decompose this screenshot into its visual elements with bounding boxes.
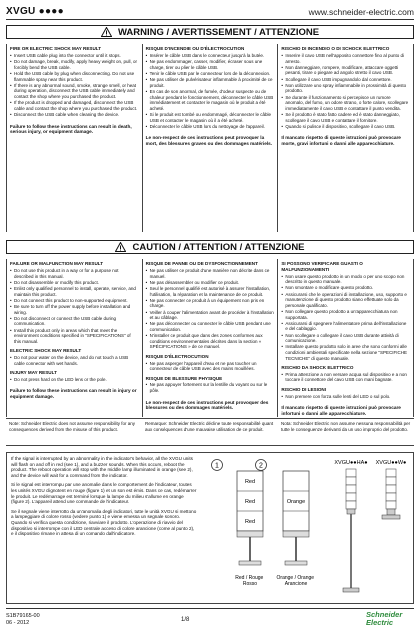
document-info <box>6 613 40 627</box>
caption-orange-line2: Arancione <box>284 581 308 587</box>
warning-triangle-icon <box>101 27 112 37</box>
caption-red-line2: Rosso <box>242 581 258 587</box>
list-item: • Ne pas appuyer fortement sur la lentille du voyant ou sur le pôle. <box>146 382 275 393</box>
list-item: • Ne pas connecter ce produit à un équipement non pris en charge. <box>146 298 275 309</box>
list-item: • Be sure to turn off the power supply before installation and wiring. <box>10 304 139 315</box>
caption-red <box>235 575 264 587</box>
list-item: • Ne pas utiliser de pulvérisateur inflammable à proximité de ce produit. <box>146 77 275 88</box>
signal-tower-diagram <box>201 453 413 603</box>
list-item: • Non utilizzare uno spray infiammabile in prossimità di questo prodotto. <box>281 83 410 94</box>
page-header <box>6 4 414 20</box>
list-item: • En cas de son anormal, de fumée, d'odeur suspecte ou de chaleur pendant le fonctionnement, déconnecter le câble USB immédiatement et contacter le magasin où le produit a été acheté. <box>146 89 275 111</box>
caution-it-heading: SI POSSONO VERIFICARE GUASTI O MALFUNZIONAMENTI <box>281 261 363 272</box>
schneider-logo <box>366 611 414 627</box>
figure-text-fr: Si le signal est interrompu par une anomalie dans le comportement de l'indicateur, toutes les unités XVGU clignotent en rouge (figure 1) et un son est émis. Dans ce cas, redémarrer le produit. Le redémarrage est terminé lorsque la lampe du milieu s'allume en orange (figure 2). L'appareil attend une commande de l'indicateur. <box>11 482 197 505</box>
figure-text <box>7 453 201 603</box>
caution-en-heading: FAILURE OR MALFUNCTION MAY RESULT <box>10 261 104 266</box>
product-a-tower <box>343 469 359 592</box>
list-item: • N'installer ce produit que dans des zones conformes aux conditions environnementales décrites dans la section « SPÉCIFICATIONS » de ce manuel. <box>146 333 275 350</box>
caution-fr-heading3: RISQUE DE BLESSURE PHYSIQUE <box>145 375 223 381</box>
list-item: • Scollegare il cavo USB impugnandolo dal connettore. <box>281 77 410 83</box>
warning-col-en <box>7 44 143 232</box>
caution-fr-footer: Le non-respect de ces instructions peut provoquer des blessures ou des dommages matériels. <box>145 399 269 411</box>
caution-it-heading3: RISCHIO DI LESIONI <box>281 386 327 392</box>
list-item: • Non usare questo prodotto in un modo o per uno scopo non descritto in questo manuale. <box>281 274 410 285</box>
caution-col-it <box>278 259 414 417</box>
page-number: 1/8 <box>181 617 190 623</box>
list-item: • Do not damage, break, modify, apply heavy weight on, pull, or forcibly bend the USB cable. <box>10 59 139 70</box>
list-item: • Veiller à couper l'alimentation avant de procéder à l'installation et au câblage. <box>146 310 275 321</box>
warning-title: WARNING / AVERTISSEMENT / ATTENZIONE <box>117 26 320 38</box>
warning-it-footer: Il mancato rispetto di queste istruzioni può provocare morte, gravi infortuni o danni alle apparecchiature. <box>281 135 401 146</box>
list-item: • Non danneggiare, rompere, modificare, attaccare oggetti pesanti, tirare o piegare ad angolo stretto il cavo USB. <box>281 65 410 76</box>
caution-col-fr <box>143 259 279 417</box>
number-2: 2 <box>259 462 263 470</box>
note-en: Note: Schneider Electric does not assume responsibility for any consequences derived from the misuse of this product. <box>9 421 136 432</box>
document-number: S1B79165-00 <box>6 613 40 619</box>
list-item: • Do not pour water on the device, and do not touch a USB cable connector with wet hands. <box>10 355 139 366</box>
list-item: • Ne pas asperger l'appareil d'eau et ne pas toucher un connecteur de câble USB avec des mains mouillées. <box>146 361 275 372</box>
list-item: • Ne pas désassembler ou modifier ce produit. <box>146 280 275 286</box>
model-title: XVGU ●●●● <box>6 6 64 17</box>
model-a-label: XVGU●●HA● <box>334 460 368 466</box>
figure-drawing <box>201 453 413 603</box>
tower-1 <box>237 471 263 565</box>
tower1-red-label-1: Red <box>244 479 256 485</box>
caption-red-line1: Red / Rouge <box>235 575 264 581</box>
list-item: • Assicurarsi di spegnere l'alimentatore prima dell'installazione e del cablaggio. <box>281 321 410 332</box>
warning-col-it <box>278 44 414 232</box>
tower1-red-label-3: Red <box>244 519 256 525</box>
warning-columns <box>6 44 414 232</box>
warning-banner <box>6 25 414 39</box>
list-item: • Tenir le câble USB par le connecteur lors de la déconnexion. <box>146 71 275 77</box>
list-item: • Non collegare questo prodotto a un'apparecchiatura non supportata. <box>281 309 410 320</box>
list-item: • Ne pas endommager, casser, modifier, écraser sous une charge, tirer ou plier le câble USB. <box>146 59 275 70</box>
warning-col-fr <box>143 44 279 232</box>
tower2-orange-label: Orange <box>286 499 306 505</box>
list-item: • Se durante il funzionamento si percepisce un rumore anomalo, del fumo, un odore strano, o forte calore, scollegare immediatamente il cavo USB e contattare il punto vendita. <box>281 95 410 112</box>
notes-row <box>6 418 414 446</box>
tower-2 <box>283 471 309 565</box>
warning-fr-footer: Le non-respect de ces instructions peut provoquer la mort, des blessures graves ou des dommages matériels. <box>145 135 273 146</box>
list-item: • Se il prodotto è stato fatto cadere ed è stato danneggiato, scollegare il cavo USB e contattare il fornitore. <box>281 112 410 123</box>
caution-it-footer: Il mancato rispetto di queste istruzioni può provocare infortuni o danni alle apparecchiature. <box>281 405 401 416</box>
number-1: 1 <box>215 462 219 470</box>
page-footer <box>6 608 414 636</box>
caption-orange <box>277 575 316 587</box>
figure-text-it: Se il segnale viene interrotto da un'anomalia degli indicatori, tutte le unità XVGU si mettono a lampeggiare di colore rosso (vedere punto 1) e viene emessa un segnale sonoro. Quando si verifica questa condizione, riavviare il prodotto. L'operazione di riavvio del dispositivo si interrompe con il LED centrale acceso di colore arancione (come al punto 2), e il dispositivo rimane in attesa di un comando dall'indicatore. <box>11 508 197 537</box>
list-item: • Assicurarsi che le operazioni di installazione, uso, supporto e manutenzione di questo prodotto siano effettuate solo da personale qualificato. <box>281 292 410 309</box>
caution-en-footer: Failure to follow these instructions can result in injury or equipment damage. <box>10 388 137 399</box>
list-item: • Déconnecter le câble USB lors du nettoyage de l'appareil. <box>146 124 275 130</box>
list-item: • Quando si pulisce il dispositivo, scollegare il cavo USB. <box>281 124 410 130</box>
note-fr: Remarque: Schneider Electric décline toute responsabilité quant aux conséquences d'une mauvaise utilisation de ce produit. <box>145 421 274 432</box>
caution-banner <box>6 240 414 254</box>
list-item: • If there is any abnormal sound, smoke, strange smell, or heat during operation, disconnect the USB cable immediately and contact the shop where you purchased the product. <box>10 83 139 100</box>
list-item: • Hold the USB cable by plug when disconnecting. Do not use flammable spray near this product. <box>10 71 139 82</box>
model-b-label: XVGU●●W● <box>375 460 407 466</box>
caution-columns <box>6 259 414 417</box>
figure-text-en: If the signal is interrupted by an abnormality in the indicator's behavior, all the XVGU units will flash on and off in red (see 1), and a buzzer sounds. When this occurs, reboot the product. The reboot operation will stop with the middle lamp illuminated in orange (see 2), and the device will wait for a command from the indicator. <box>11 456 193 478</box>
list-item: • Do not press hard on the LED lens or the pole. <box>10 377 139 383</box>
logo-line-2: Electric <box>366 618 394 627</box>
figure-section <box>6 452 414 604</box>
list-item: • Do not disconnect or connect the USB cable during communication. <box>10 316 139 327</box>
list-item: • Do not connect this product to non-supported equipment. <box>10 298 139 304</box>
list-item: • Non premere con forza sulle lenti del LED o sul polo. <box>281 394 410 400</box>
warning-it-heading: RISCHIO DI INCENDIO O DI SCHOCK ELETTRICO <box>281 46 390 51</box>
list-item: • Si le produit est tombé ou endommagé, déconnecter le câble USB et contacter le magasin où il a été acheté. <box>146 112 275 123</box>
warning-en-heading: FIRE OR ELECTRIC SHOCK MAY RESULT <box>10 46 102 51</box>
note-it: Nota: Schneider Electric non assume nessuna responsabilità per tutte le conseguenze derivanti da un uso improprio del prodotto. <box>281 421 411 432</box>
list-item: • Do not use this product in a way or for a purpose not described in this manual. <box>10 268 139 279</box>
website-url[interactable]: www.schneider-electric.com <box>308 6 414 17</box>
caution-fr-heading2: RISQUE D'ÉLECTROCUTION <box>145 353 209 359</box>
list-item: • Prima attenzione a non versare acqua sul dispositivo e a non toccare il connettore del cavo USB con mani bagnate. <box>281 372 410 383</box>
caption-orange-line1: Orange / Orange <box>276 575 315 581</box>
caution-title: CAUTION / ATTENTION / ATTENZIONE <box>132 241 305 253</box>
list-item: • Insert USB cable plug into the connector until it stops. <box>10 53 139 59</box>
list-item: • Inserire il cavo USB nell'apposito connettore fino al punto di arresto. <box>281 53 410 64</box>
list-item: • Non smontare o modificare questo prodotto. <box>281 285 410 291</box>
list-item: • Installare questo prodotto solo in aree che sono conformi alle condizioni ambientali specificate nella sezione "SPECIFICHE TECNICHE" di questo manuale. <box>281 344 410 361</box>
list-item: • Ne pas utiliser ce produit d'une manière non décrite dans ce manuel. <box>146 268 275 279</box>
list-item: • Insérer le câble USB dans le connecteur jusqu'à la butée. <box>146 53 275 59</box>
warning-en-footer: Failure to follow these instructions can result in death, serious injury, or equipment damage. <box>10 123 132 135</box>
tower1-red-label-2: Red <box>244 499 256 505</box>
list-item: • Non scollegare o collegare il cavo USB durante attività di comunicazione. <box>281 333 410 344</box>
warning-fr-heading: RISQUE D'INCENDIE OU D'ÉLECTROCUTION <box>145 46 245 51</box>
list-item: • Enlist only qualified personnel to install, operate, service, and maintain this product. <box>10 286 139 297</box>
caution-col-en <box>7 259 143 417</box>
document-date: 06 - 2012 <box>6 620 30 626</box>
list-item: • Seul le personnel qualifié est autorisé à assurer l'installation, l'utilisation, la réparation et la maintenance de ce produit. <box>146 286 275 297</box>
list-item: • Disconnect the USB cable when cleaning the device. <box>10 112 139 118</box>
caution-en-heading2: ELECTRIC SHOCK MAY RESULT <box>10 348 82 354</box>
logo-line-1: Schneider <box>366 610 403 619</box>
list-item: • Install this product only in areas which that meet the environment conditions specified in "SPECIFICATIONS" of this manual. <box>10 328 139 345</box>
list-item: • Ne pas déconnecter ou connecter le câble USB pendant une communication. <box>146 321 275 332</box>
list-item: • Do not disassemble or modify this product. <box>10 280 139 286</box>
list-item: • If the product is dropped and damaged, disconnect the USB cable and contact the shop where you purchased the product. <box>10 100 139 111</box>
caution-it-heading2: RISCHIO DA SHOCK ELETTRICO <box>281 365 354 371</box>
caution-triangle-icon <box>115 242 126 252</box>
product-b-tower <box>382 469 400 519</box>
caution-fr-heading: RISQUE DE PANNE OU DE DYSFONCTIONNEMENT <box>145 261 258 266</box>
caution-en-heading3: INJURY MAY RESULT <box>10 370 57 376</box>
